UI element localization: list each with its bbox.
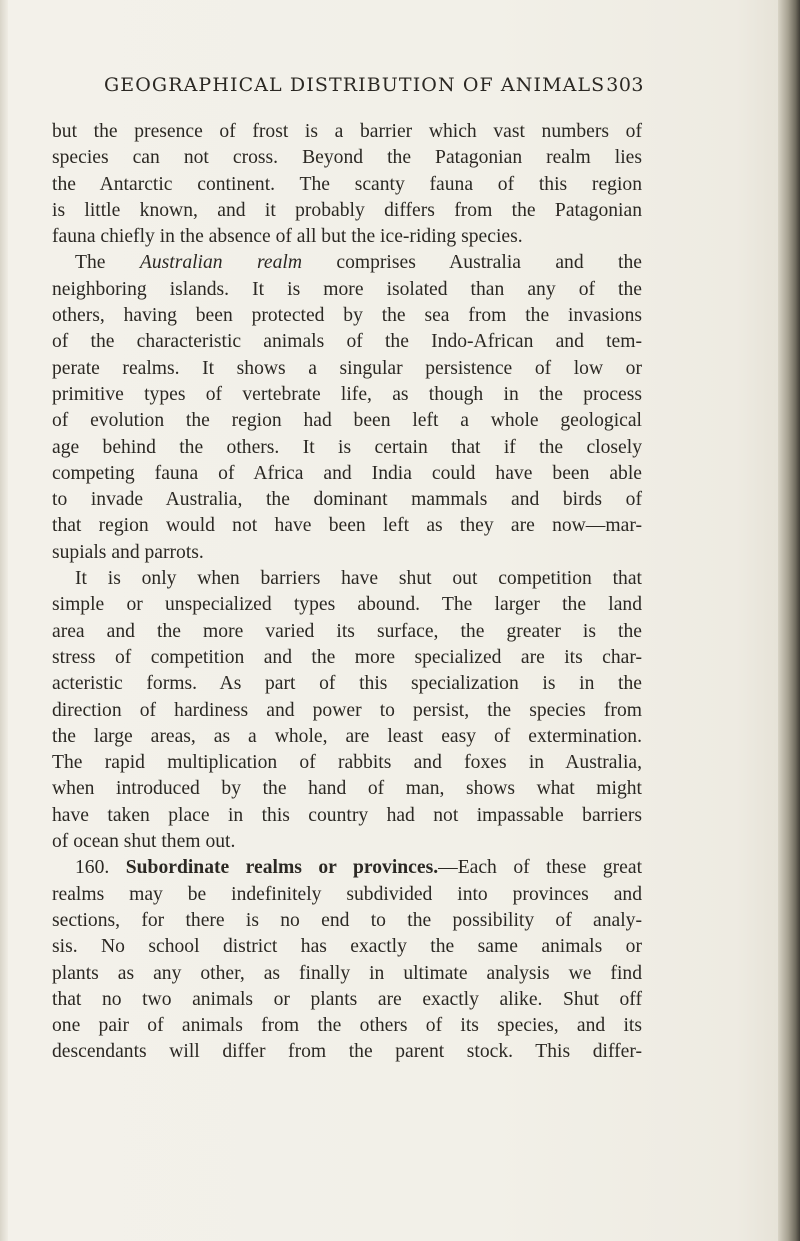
page-left-edge [0, 0, 8, 1241]
text-line: primitive types of vertebrate life, as though in the process [52, 383, 642, 405]
italic-term: Australian realm [139, 252, 302, 274]
text-line: that region would not have been left as they are now—mar- [52, 515, 642, 537]
body-text [52, 119, 642, 1066]
text-line: of ocean shut them out. [52, 831, 236, 853]
text-line: plants as any other, as finally in ultimate analysis we find [52, 962, 642, 984]
text-line: the Antarctic continent. The scanty fauna of this region [52, 173, 642, 195]
text-line: perate realms. It shows a singular persistence of low or [52, 357, 642, 379]
text-line: supials and parrots. [52, 541, 204, 563]
text-line: neighboring islands. It is more isolated than any of the [52, 278, 642, 300]
section-number: 160. [75, 857, 126, 879]
text-line: competing fauna of Africa and India could have been able [52, 462, 642, 484]
text-line: fauna chiefly in the absence of all but the ice-riding species. [52, 226, 523, 248]
section-heading: Subordinate realms or provinces. [125, 857, 439, 879]
page-header [104, 74, 644, 96]
text-line: to invade Australia, the dominant mammals and birds of [52, 489, 642, 511]
text-line: sis. No school district has exactly the same animals or [52, 936, 642, 958]
text-line: the large areas, as a whole, are least easy of extermination. [52, 725, 642, 747]
lead-rest: comprises Australia and the [301, 252, 642, 274]
text-line: is little known, and it probably differs from the Patagonian [52, 199, 642, 221]
text-line: direction of hardiness and power to persist, the species from [52, 699, 642, 721]
running-head: GEOGRAPHICAL DISTRIBUTION OF ANIMALS [104, 74, 606, 96]
text-line: realms may be indefinitely subdivided into provinces and [52, 883, 642, 905]
text-line: but the presence of frost is a barrier which vast numbers of [52, 121, 642, 142]
book-spine-shadow [778, 0, 800, 1241]
paragraph-lead-line [52, 250, 642, 276]
text-line: The rapid multiplication of rabbits and foxes in Australia, [52, 752, 642, 774]
text-line: that no two animals or plants are exactly alike. Shut off [52, 988, 642, 1010]
page-number: 303 [606, 74, 644, 96]
text-line: simple or unspecialized types abound. The larger the land [52, 594, 642, 616]
lead-word: The [75, 252, 140, 274]
text-line: species can not cross. Beyond the Patagonian realm lies [52, 147, 642, 169]
text-line: area and the more varied its surface, the greater is the [52, 620, 642, 642]
text-line: of the characteristic animals of the Indo-African and tem- [52, 331, 642, 353]
text-line: one pair of animals from the others of its species, and its [52, 1015, 642, 1037]
text-line: others, having been protected by the sea from the invasions [52, 305, 642, 327]
text-line: descendants will differ from the parent stock. This differ- [52, 1041, 642, 1063]
text-line: when introduced by the hand of man, shows what might [52, 778, 642, 800]
text-line: stress of competition and the more specialized are its char- [52, 646, 642, 668]
text-line: It is only when barriers have shut out competition that [75, 568, 642, 590]
text-line: sections, for there is no end to the possibility of analy- [52, 909, 642, 931]
text-line: of evolution the region had been left a whole geological [52, 410, 642, 432]
section-heading-line [52, 855, 642, 881]
text-line: have taken place in this country had not impassable barriers [52, 804, 642, 826]
text-line: age behind the others. It is certain that if the closely [52, 436, 642, 458]
section-lead-rest: —Each of these great [438, 857, 643, 879]
text-line: acteristic forms. As part of this specialization is in the [52, 673, 642, 695]
